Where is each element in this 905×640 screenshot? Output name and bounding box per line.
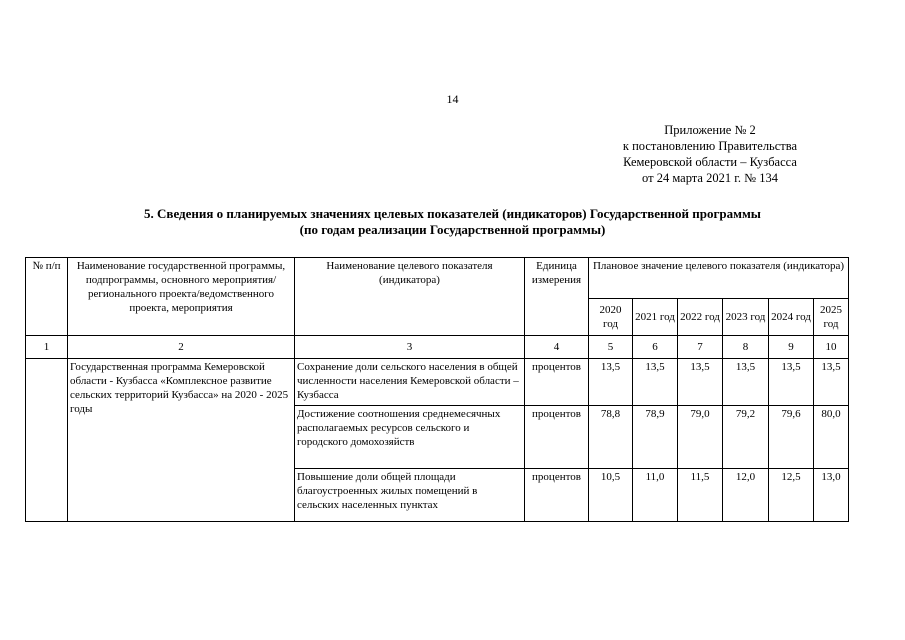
value-cell: 78,9 (633, 406, 678, 469)
document-title (60, 206, 845, 238)
value-cell: 13,5 (769, 359, 814, 406)
column-number: 1 (26, 336, 68, 359)
indicator-name-cell: Повышение доли общей площади благоустроенных жилых помещений в сельских населенных пунктах (295, 469, 525, 522)
unit-cell: процентов (525, 469, 589, 522)
appendix-line-1: Приложение № 2 (664, 123, 756, 137)
header-planned-value: Плановое значение целевого показателя (индикатора) (589, 258, 849, 299)
value-cell: 12,5 (769, 469, 814, 522)
value-cell: 13,5 (678, 359, 723, 406)
column-number: 3 (295, 336, 525, 359)
value-cell: 13,5 (723, 359, 769, 406)
column-number: 6 (633, 336, 678, 359)
value-cell: 13,0 (814, 469, 849, 522)
value-cell: 79,0 (678, 406, 723, 469)
page-number: 14 (446, 92, 459, 106)
column-number: 4 (525, 336, 589, 359)
header-program-name: Наименование государственной программы, подпрограммы, основного мероприятия/регионального проекта/ведомственного проекта, мероприятия (68, 258, 295, 336)
indicator-name-cell: Достижение соотношения среднемесячных располагаемых ресурсов сельского и городского домохозяйств (295, 406, 525, 469)
column-number: 7 (678, 336, 723, 359)
value-cell: 79,2 (723, 406, 769, 469)
value-cell: 80,0 (814, 406, 849, 469)
header-row (26, 258, 849, 299)
header-year: 2024 год (769, 299, 814, 336)
indicators-table (25, 257, 849, 522)
header-year: 2020 год (589, 299, 633, 336)
value-cell: 13,5 (814, 359, 849, 406)
indicator-name-cell: Сохранение доли сельского населения в общей численности населения Кемеровской области – Кузбасса (295, 359, 525, 406)
column-number: 8 (723, 336, 769, 359)
value-cell: 11,0 (633, 469, 678, 522)
program-number-cell (26, 359, 68, 522)
header-number: № п/п (26, 258, 68, 336)
header-year: 2021 год (633, 299, 678, 336)
column-number: 5 (589, 336, 633, 359)
value-cell: 13,5 (589, 359, 633, 406)
header-indicator-name: Наименование целевого показателя (индикатора) (295, 258, 525, 336)
value-cell: 11,5 (678, 469, 723, 522)
value-cell: 10,5 (589, 469, 633, 522)
value-cell: 78,8 (589, 406, 633, 469)
value-cell: 79,6 (769, 406, 814, 469)
header-year: 2025 год (814, 299, 849, 336)
column-number: 2 (68, 336, 295, 359)
value-cell: 13,5 (633, 359, 678, 406)
value-cell: 12,0 (723, 469, 769, 522)
appendix-line-4: от 24 марта 2021 г. № 134 (642, 171, 778, 185)
header-year: 2023 год (723, 299, 769, 336)
unit-cell: процентов (525, 359, 589, 406)
header-unit: Единица измерения (525, 258, 589, 336)
appendix-line-2: к постановлению Правительства (622, 139, 798, 153)
unit-cell: процентов (525, 406, 589, 469)
appendix-line-3: Кемеровской области – Кузбасса (623, 155, 797, 169)
column-number: 10 (814, 336, 849, 359)
title-line-2: (по годам реализации Государственной программы) (299, 222, 606, 237)
column-numbering-row (26, 336, 849, 359)
table-row (26, 359, 849, 406)
title-line-1: 5. Сведения о планируемых значениях целевых показателей (индикаторов) Государственной программы (144, 206, 761, 221)
appendix-block (560, 122, 860, 186)
header-year: 2022 год (678, 299, 723, 336)
column-number: 9 (769, 336, 814, 359)
program-name-cell: Государственная программа Кемеровской области - Кузбасса «Комплексное развитие сельских территорий Кузбасса» на 2020 - 2025 годы (68, 359, 295, 522)
